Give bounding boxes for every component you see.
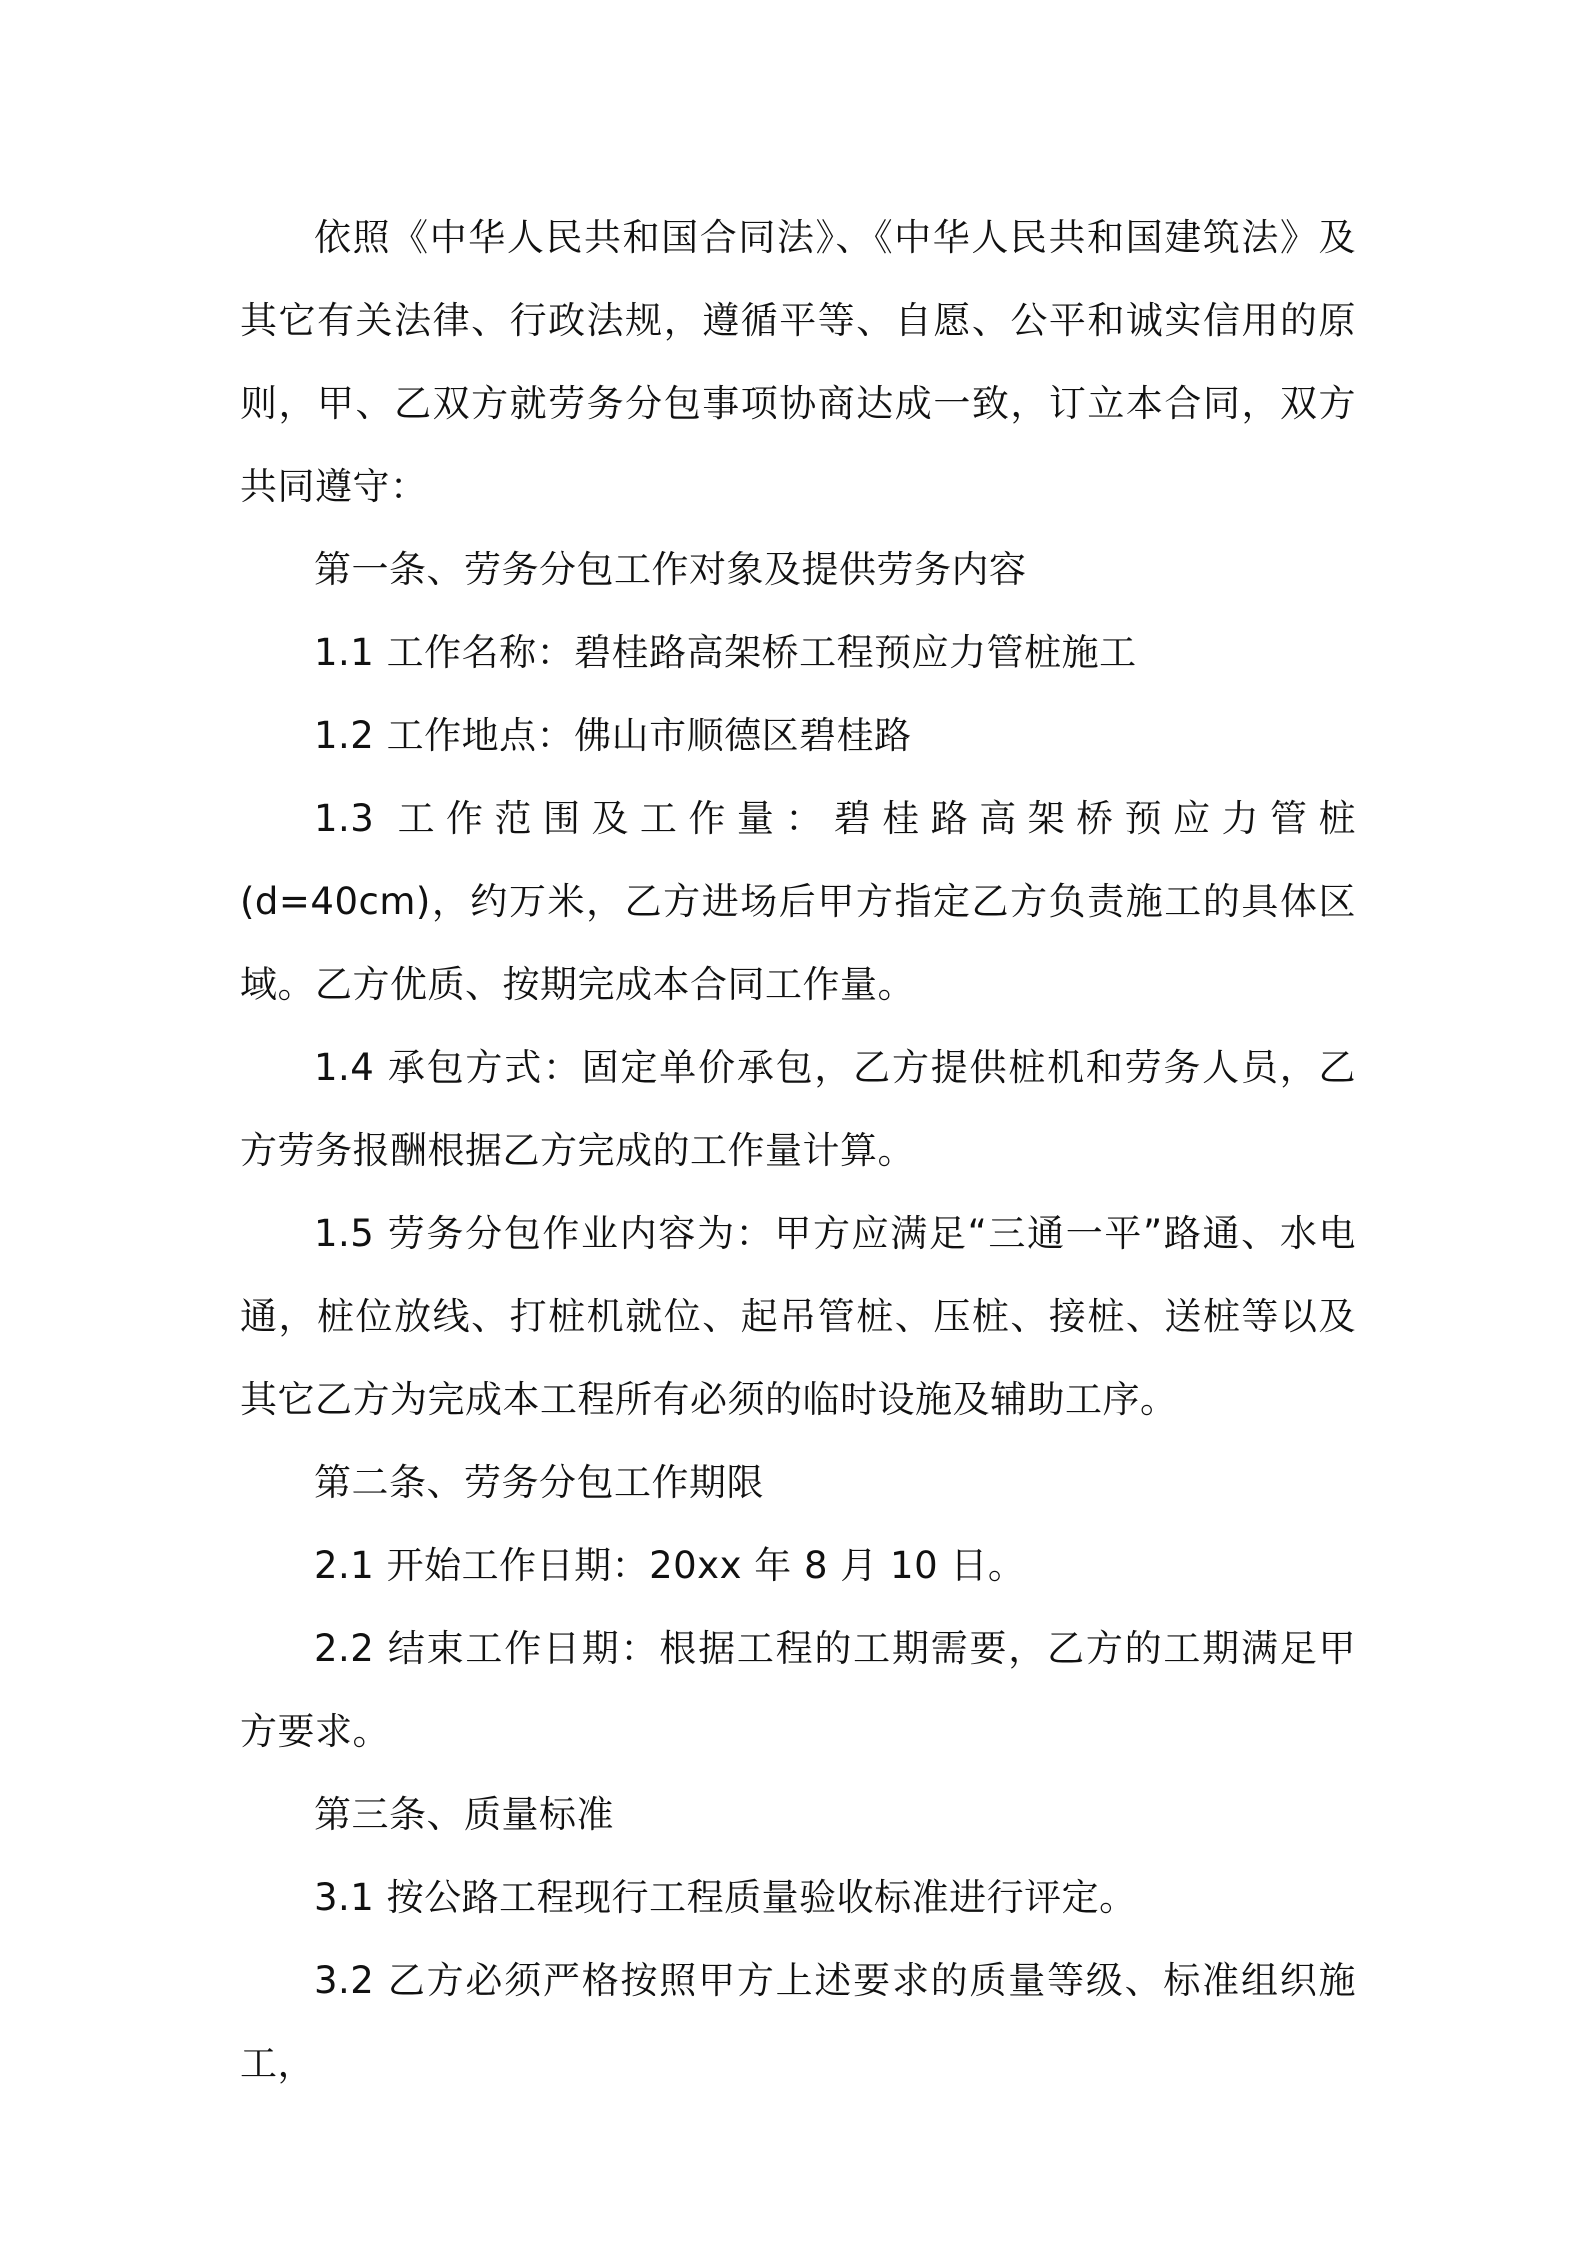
document-body <box>240 196 1356 2105</box>
clause-3-1: 3.1 按公路工程现行工程质量验收标准进行评定。 <box>314 1876 1137 1919</box>
article-3-heading: 第三条、质量标准 <box>314 1793 614 1836</box>
article-1-heading: 第一条、劳务分包工作对象及提供劳务内容 <box>314 548 1027 591</box>
clause-1-5: 1.5 劳务分包作业内容为：甲方应满足“三通一平”路通、水电通，桩位放线、打桩机就位、起吊管桩、压桩、接桩、送桩等以及其它乙方为完成本工程所有必须的临时设施及辅助工序。 <box>240 1212 1356 1421</box>
clause-1-4: 1.4 承包方式：固定单价承包，乙方提供桩机和劳务人员，乙方劳务报酬根据乙方完成的工作量计算。 <box>240 1046 1356 1172</box>
clause-3-2: 3.2 乙方必须严格按照甲方上述要求的质量等级、标准组织施工， <box>240 1959 1356 2085</box>
clause-1-2: 1.2 工作地点：佛山市顺德区碧桂路 <box>314 714 912 757</box>
preamble-paragraph: 依照《中华人民共和国合同法》、《中华人民共和国建筑法》及其它有关法律、行政法规，遵循平等、自愿、公平和诚实信用的原则，甲、乙双方就劳务分包事项协商达成一致，订立本合同，双方共同遵守： <box>240 216 1356 508</box>
clause-2-1: 2.1 开始工作日期：20xx 年 8 月 10 日。 <box>314 1544 1026 1587</box>
article-2-heading: 第二条、劳务分包工作期限 <box>314 1461 764 1504</box>
clause-1-3: 1.3 工作范围及工作量：碧桂路高架桥预应力管桩(d=40cm)，约万米，乙方进场后甲方指定乙方负责施工的具体区域。乙方优质、按期完成本合同工作量。 <box>240 797 1356 1006</box>
clause-1-1: 1.1 工作名称：碧桂路高架桥工程预应力管桩施工 <box>314 631 1137 674</box>
clause-2-2: 2.2 结束工作日期：根据工程的工期需要，乙方的工期满足甲方要求。 <box>240 1627 1356 1753</box>
